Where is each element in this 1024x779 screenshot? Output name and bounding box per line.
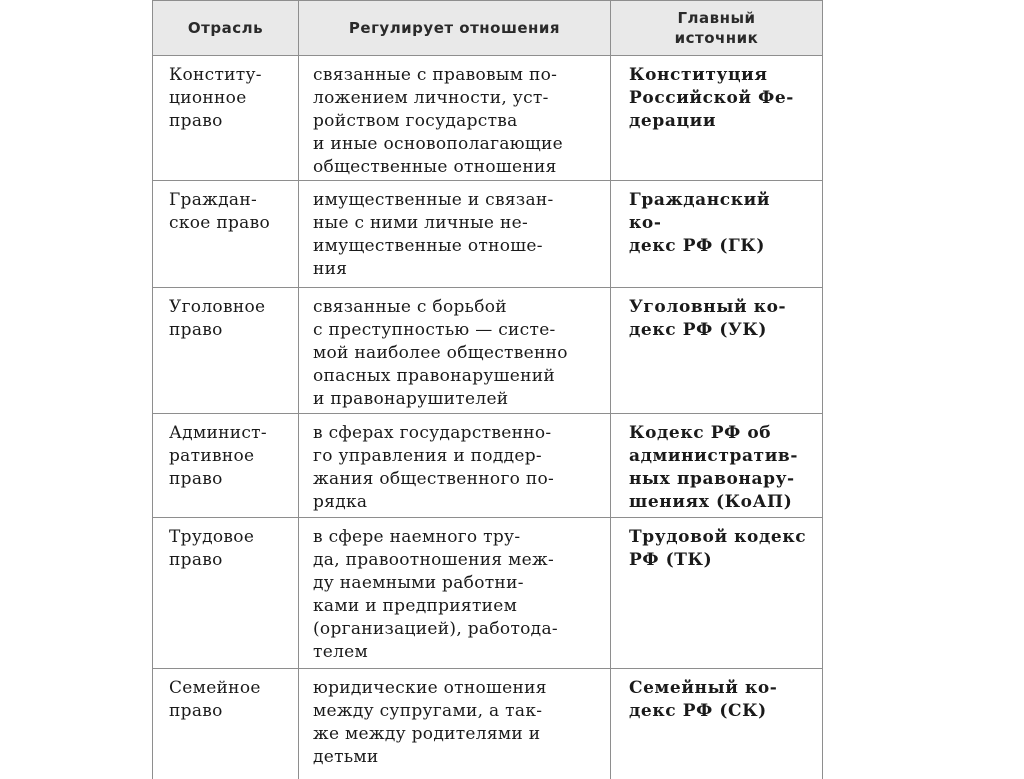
- branch-cell: [153, 518, 299, 669]
- regulates-cell: [299, 288, 611, 414]
- branch-text: Конститу- ционное право: [153, 56, 298, 133]
- source-cell: [611, 414, 823, 518]
- source-text: Трудовой кодекс РФ (ТК): [611, 518, 822, 572]
- table-row: [153, 669, 823, 779]
- header-branch: Отрасль: [153, 1, 299, 56]
- table-row: [153, 56, 823, 181]
- source-text: Конституция Российской Фе- дерации: [611, 56, 822, 133]
- header-source: Главный источник: [611, 1, 823, 56]
- branch-cell: [153, 181, 299, 288]
- regulates-cell: [299, 414, 611, 518]
- source-text: Уголовный ко- декс РФ (УК): [611, 288, 822, 342]
- regulates-text: имущественные и связан- ные с ними личные не- имущественные отноше- ния: [299, 181, 610, 281]
- source-cell: [611, 181, 823, 288]
- source-cell: [611, 288, 823, 414]
- branch-cell: [153, 56, 299, 181]
- regulates-text: юридические отношения между супругами, а так- же между родителями и детьми: [299, 669, 610, 769]
- branch-text: Трудовое право: [153, 518, 298, 572]
- regulates-text: в сфере наемного тру- да, правоотношения меж- ду наемными работни- ками и предприятием (организацией), работода- телем: [299, 518, 610, 664]
- source-cell: [611, 669, 823, 779]
- branch-text: Семейное право: [153, 669, 298, 723]
- source-text: Гражданский ко- декс РФ (ГК): [611, 181, 822, 258]
- regulates-text: связанные с борьбой с преступностью — систе- мой наиболее общественно опасных правонарушений и правонарушителей: [299, 288, 610, 411]
- source-text: Семейный ко- декс РФ (СК): [611, 669, 822, 723]
- source-cell: [611, 56, 823, 181]
- branch-cell: [153, 288, 299, 414]
- regulates-text: в сферах государственно- го управления и поддер- жания общественного по- рядка: [299, 414, 610, 514]
- table-header-row: [153, 1, 823, 56]
- branch-text: Уголовное право: [153, 288, 298, 342]
- branch-text: Админист- ративное право: [153, 414, 298, 491]
- table-row: [153, 518, 823, 669]
- branch-cell: [153, 669, 299, 779]
- branch-cell: [153, 414, 299, 518]
- source-cell: [611, 518, 823, 669]
- regulates-text: связанные с правовым по- ложением личности, уст- ройством государства и иные основополагающие общественные отношения: [299, 56, 610, 179]
- header-regulates: Регулирует отношения: [299, 1, 611, 56]
- table-row: [153, 288, 823, 414]
- table-row: [153, 414, 823, 518]
- source-text: Кодекс РФ об административ- ных правонару- шениях (КоАП): [611, 414, 822, 514]
- regulates-cell: [299, 181, 611, 288]
- regulates-cell: [299, 56, 611, 181]
- table-row: [153, 181, 823, 288]
- regulates-cell: [299, 669, 611, 779]
- law-branches-table: [152, 0, 823, 779]
- regulates-cell: [299, 518, 611, 669]
- branch-text: Граждан- ское право: [153, 181, 298, 235]
